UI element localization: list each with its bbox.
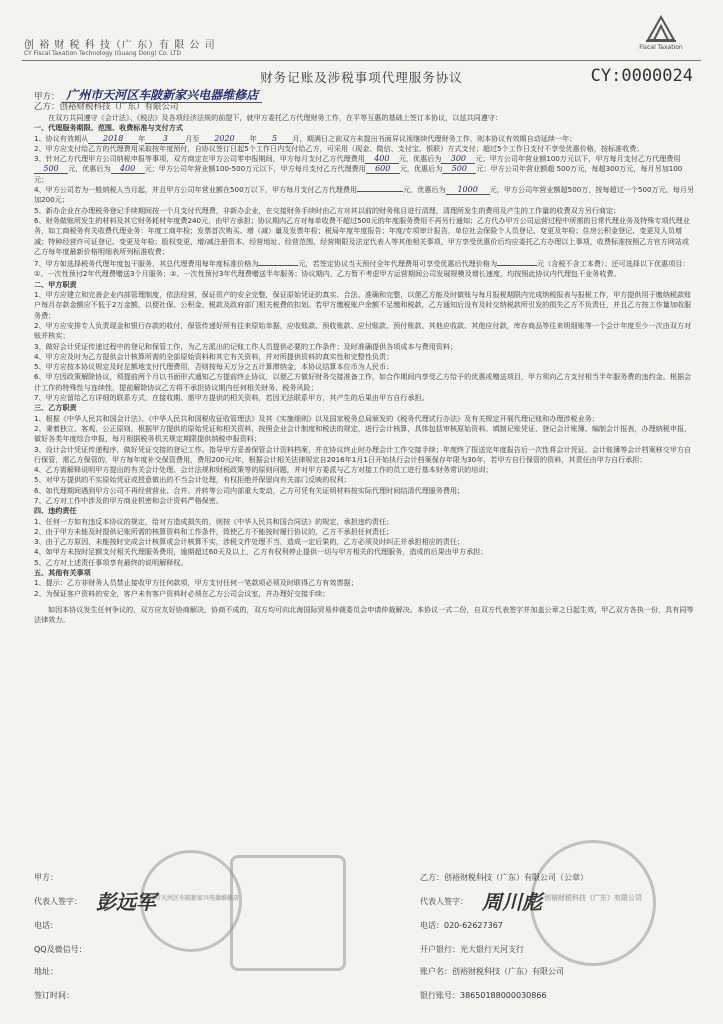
intro-paragraph: 在双方共同遵守《会计法》、《税法》及各项经济法规的前提下，就甲方委托乙方代理财务工作，在平等互惠的基础上签订本协议，以兹共同遵守：: [48, 113, 502, 122]
clause-text: 3、针对乙方代理甲方公司纳税申报等事项，双方商定在甲方公司零申报期间，甲方每月支付乙方代理费用: [34, 154, 365, 164]
clause-1-7: [34, 257, 695, 280]
clause-item: 2、由于甲方未能及时提供记账所需的核算资料和工作条件，致使乙方不能按时履行协议的，乙方不承担任何责任；: [34, 526, 394, 536]
clause-item: 1、甲方应建立和完善企业内部管理制度，依法经营，保证资产的安全完整，保证原始凭证的真实、合法、准确和完整，以便乙方能及时做账与每月报税期限内完成纳税报表与报税工作，甲方提供用于缴纳税款账户每月存款金额应不低于2万金额，以便社保、公积金、税款及政府部门相关税费的扣划。若甲方缴税账户余额不足缴和税款，乙方通知后没有及时交纳税款所引发的损失乙方不负责任，并且乙方按工作量加收服务费；: [34, 290, 692, 320]
clause-item: 5、甲方应按本协议规定及时足额地支付代理费用，否则按每天万分之五计算滞纳金，本协议结算本位币为人民币；: [34, 362, 394, 372]
company-logo: [631, 14, 691, 51]
section-4-heading: 四、违约责任: [34, 506, 77, 516]
clause-text: 元（含税不含工本费）；还可选择以下优惠项目：①、一次性预付2年代理费赠送3个月服务；②、一次性预付3年代理费赠送半年服务；协议期内，乙方暂不考虑甲方运营期间公司发展规模及增长速度，均按照此协议内代理包干业务收费。: [34, 259, 690, 279]
clause-text: 元，优惠后为: [399, 164, 443, 174]
clause-item: 4、甲方应及时为乙方提供会计核算所需的全部原始资料和其它有关资料，并对所提供资料的真实性和完整性负责；: [34, 351, 394, 361]
clause-item: 4、乙方需解释说明甲方提出的有关会计处理、会计法规和财税政策等的原则问题，并对甲方委派与乙方对接工作的员工进行基本财务常识的培训；: [34, 465, 493, 475]
section-1-heading: 一、代理服务期限、范围、收费标准与支付方式: [34, 123, 183, 133]
value: 020-62627367: [444, 921, 503, 930]
seal-text: 广州市天河区车陂新家兴电器维修店: [143, 895, 240, 903]
header-divider: [22, 60, 701, 61]
fee-general-field: [357, 191, 403, 192]
party-a-label: 甲方：: [34, 92, 60, 102]
section-2-heading: 二、甲方职责: [34, 279, 77, 289]
seal-text: 创裕财税科技（广东）有限公司: [544, 894, 642, 903]
value: 38650188000030866: [460, 991, 547, 1000]
closing-paragraph: 如因本协议发生任何争议的，双方应友好协商解决，协商不成的，双方均可向北海国际贸易仲裁委员会申请仲裁解决。本协议一式二份，自双方代表签字并加盖公章之日起生效，甲乙双方各执一份，具有同等法律效力。: [34, 604, 694, 625]
clause-item: 3、设计会计凭证传递程序，做好凭证交接的登记工作。指导甲方妥善保管会计资料档案，并在协议终止时办理会计工作交接手续；年度终了报送完年度报告后一次性将会计凭证、会计账簿等会计档案移交甲方自行保管，需乙方保管的，甲方每年度补交保管费用，费用200元/年，根据会计相关法律规定自2016年1月1日开始执行会计档案保存年限为30年，若甲方自行保管的资料，其责任由甲方自行承担；: [34, 444, 692, 464]
clause-item: 3、由于乙方原因，未能按时完成会计核算或会计核算不实，涉税文件处理不当，造成一定后果的，乙方必须及时纠正并承担相应的责任；: [34, 537, 465, 547]
prepay-price-field: [497, 257, 537, 266]
value: 光大银行天河支行: [460, 945, 524, 954]
clause-item: 1、根据《中华人民共和国会计法》、《中华人民共和国税收征收管理法》及其《实施细则》以及国家税务总局颁发的《税务代理试行办法》及有关规定开展代理记账和办理涉税业务；: [34, 413, 599, 423]
end-year-field: 2020: [199, 134, 249, 144]
clause-item: 7、乙方对工作中涉及的甲方商业机密和会计资料严格保密。: [34, 495, 223, 505]
clause-item: 2、为保证客户资料的安全，客户未有客户资料时必须在乙方公司会议室，并办理好交接手续；: [34, 588, 330, 598]
party-a-seal-square: [230, 855, 346, 971]
clause-1-6: 6、财务做账所发生的材料及其它财务耗材年度费240元，由甲方承担；协议期内乙方对每单收费不超过500元的年度服务费用不再另行通知；乙方代办甲方公司运营过程中所需的日常代理业务及特殊专项代理业务，如工商税务有关收费代理业务：年度工商年检；发票首次购买、增（减）量及发票年检；税局年度年度报告；年度/专项审计报告，单位社会保险个人员登记、变更及年检；住房公积金登记、变更及人员增减；特种经营许可证登记、变更及年检；股权变更、增/减注册资本、经营地址、经营范围、经营期限及法定代表人等其他相关事项，甲方享受优惠价后均应委托乙方办理以上事项，收费标准按照乙方官方网站或乙方每年度最新价格明细表所列标准收费；: [34, 215, 690, 256]
company-name-en: CY Fiscal Taxation Technology (Guang Dong) Co. LTD: [24, 50, 182, 57]
section-3-list: [34, 414, 695, 507]
clause-text: 元，优惠后为: [68, 164, 111, 174]
annual-price-field: [258, 257, 298, 266]
party-a-qq-label: QQ及微信号：: [34, 945, 87, 954]
clause-item: 4、如甲方未按时足额支付相关代理服务费用，逾期超过60天及以上，乙方有权利停止提供一切与甲方相关的代理服务，造成的后果由甲方承担；: [34, 547, 488, 557]
clause-item: 7、甲方应留给乙方详细的联系方式，在接收期、需甲方提供的相关资料，若因无法联系甲方，其产生的后果由甲方自行承担。: [34, 393, 429, 403]
clause-item: 3、做好会计凭证传递过程中的登记和保管工作，为乙方派出的记账工作人员提供必要的工作条件；及时准确提供各项成本与费用资料；: [34, 341, 458, 351]
party-a-rep-label: 代表人签字：: [34, 897, 82, 906]
party-a-address-label: 地址：: [34, 967, 58, 976]
clause-item: 2、甲方应安排专人负责现金和银行存款的收付，保管传递好所有往来原始单据，应收账款、预收账款、应付账款、预付账款、其他应收款、其他应付款，库存商品等往来明细账等一个会计年度至少一次由双方对账并核实；: [34, 320, 692, 341]
document-title: 财务记账及涉税事项代理服务协议: [260, 70, 463, 85]
serial-number: CY:0000024: [590, 66, 693, 86]
company-name-cn: 创 裕 财 税 科 技（广 东）有 限 公 司: [24, 40, 216, 51]
fee-mid-discount-field: 500: [442, 164, 476, 174]
party-a-phone-label: 电话：: [34, 921, 58, 930]
fee-small-discount-field: 400: [111, 164, 145, 174]
clause-text: 元；甲方公司年营业额超 500万元，每超300万元，每月另加100元；: [34, 164, 683, 184]
label: 账户名：: [420, 967, 452, 976]
clause-text: 1、协议有效期从: [34, 133, 89, 143]
section-3-heading: 三、乙方职责: [34, 403, 77, 413]
party-b-label: 乙方：: [420, 873, 444, 882]
clause-item: 5、乙方对上述责任事项享有最终的说明解释权。: [34, 557, 188, 567]
party-b-account-number: [420, 990, 547, 1001]
clause-1-3: [34, 154, 695, 185]
label: 开户银行：: [420, 945, 460, 954]
fee-mid-field: 600: [366, 164, 400, 174]
clause-item: 2、秉着独立、客观、公正原则，根据甲方提供的原始凭证和相关资料，按照企业会计制度和税法的规定，进行会计核算，具体包括审核原始资料、填制记账凭证、登记会计账簿、编制会计报表，办理纳税申报，做好各类年度综合申报，每月根据税务机关规定期限提供纳税申报资料；: [34, 423, 692, 444]
contract-body: [34, 113, 695, 626]
clause-text: 年: [249, 133, 257, 143]
party-b-rep-label: 代表人签字：: [420, 897, 468, 906]
party-b-sign-label: [420, 872, 588, 883]
clause-text: 元，若签定协议当天预付全年代理费用可享受优惠后代理价格为: [298, 259, 498, 269]
clause-item: 1、提示：乙方非财务人员禁止接收甲方任何款项，甲方支付任何一笔款项必须及时联得乙方有效票据；: [34, 578, 358, 588]
clause-text: 元，优惠后为: [403, 185, 446, 195]
section-5-list: [34, 578, 695, 599]
clause-1-1: [34, 134, 695, 144]
clause-item: 6、甲方因政策解除协议，须提前两个月以书面形式通知乙方提前终止协议，以便乙方做好财务交接准备工作，如合作期间内享受乙方给予的优惠或赠送项目，甲方须向乙方支付相当半年服务费的违约金。根据会计工作的特殊性与连续性，提前解除协议乙方将不承担协议期内任何相关财务、税务风险；: [34, 372, 692, 392]
start-year-field: 2018: [88, 134, 138, 144]
party-a-date-label: 签订时间：: [34, 991, 74, 1000]
clause-1-2: 2、甲方应支付给乙方的代理费用采取按年度预付，自协议签订日起5个工作日内支付给乙方，可采用（现金、微信、支付宝、银联）方式支付；超过5个工作日支付不享受优惠价格，按标准收费；: [34, 143, 644, 153]
section-4-list: [34, 517, 695, 568]
clause-text: 月，期满日之前双方未提出书面异议视继续代理财务工作，则本协议有效期自动延续一年；: [292, 133, 577, 143]
clause-text: 月至: [185, 133, 200, 143]
fee-zero-discount-field: 300: [441, 154, 475, 164]
clause-text: 年: [138, 133, 146, 143]
fiscal-taxation-logo-icon: [644, 14, 678, 44]
party-b-account-name: [420, 966, 564, 977]
value: 创裕财税科技（广东）有限公司: [452, 967, 564, 976]
section-2-list: [34, 290, 695, 403]
party-a-rep-signature: 彭远军: [96, 890, 156, 914]
clause-text: 元；甲方公司年营业额100-500万元以下，甲方每月支付乙方代理费用: [144, 164, 366, 174]
clause-text: 元；甲方公司年营业额100万元以下，甲方每月支付乙方代理费用: [475, 154, 681, 164]
clause-item: 6、如代理期间遇到甲方公司不再经营营业、合并、并转等公司内部重大变动，乙方可凭有关证明材料按实际代理时间结清代理服务费用；: [34, 485, 465, 495]
party-b-line: [34, 100, 179, 112]
clause-text: 4、甲方公司若为一般纳税人当月起，并且甲方公司年营业额在500万以下，甲方每月支付乙方代理费用: [34, 185, 358, 195]
party-b-label: 乙方：: [34, 102, 60, 112]
section-5-heading: 五、其他有关事项: [34, 568, 91, 578]
label: 电话：: [420, 921, 444, 930]
clause-item: 5、对甲方提供的不实原始凭证或授意做出的不当会计处理，有权拒绝并保留向有关部门反映的权利；: [34, 475, 351, 485]
label: 银行账号：: [420, 991, 460, 1000]
clause-1-4: [34, 185, 695, 206]
end-month-field: 5: [257, 134, 293, 144]
fee-small-field: 500: [34, 164, 68, 174]
party-b-company: 创裕财税科技（广东）有限公司（公章）: [444, 873, 588, 882]
start-month-field: 3: [145, 134, 185, 144]
party-b-seal: [530, 840, 656, 966]
party-b-phone: [420, 920, 503, 931]
clause-item: 1、任何一方如有违反本协议的规定，给对方造成损失的，则按《中华人民共和国合同法》的规定，承担违约责任；: [34, 516, 394, 526]
clause-text: 元，甲方公司年营业额超500万，按每超过一个500万元，每月另加200元；: [34, 185, 695, 205]
clause-text: 7、甲方如选择税务代理年度包干服务，其总代理费用每年度标准价格为: [34, 259, 259, 269]
party-b-rep-signature: 周川彪: [482, 890, 542, 914]
clause-text: 元，优惠后为: [398, 154, 442, 164]
logo-caption: Fiscal Taxation: [639, 44, 683, 51]
party-a-name: 广州市天河区车陂新家兴电器维修店: [62, 88, 262, 103]
party-b-name: 创裕财税科技（广东）有限公司: [59, 102, 179, 112]
party-b-bank: [420, 944, 524, 955]
party-a-sign-label: 甲方：: [34, 873, 58, 882]
clause-1-5: 5、新办企业在办理税务登记手续期间按一个月支付代理费，非新办企业，在交接财务手续时由乙方对其以前的财务账目进行清理，清理所发生的费用及产生的工作量的收费双方另行商定；: [34, 205, 621, 215]
fee-general-discount-field: 1000: [446, 185, 490, 195]
fee-zero-field: 400: [365, 154, 399, 164]
